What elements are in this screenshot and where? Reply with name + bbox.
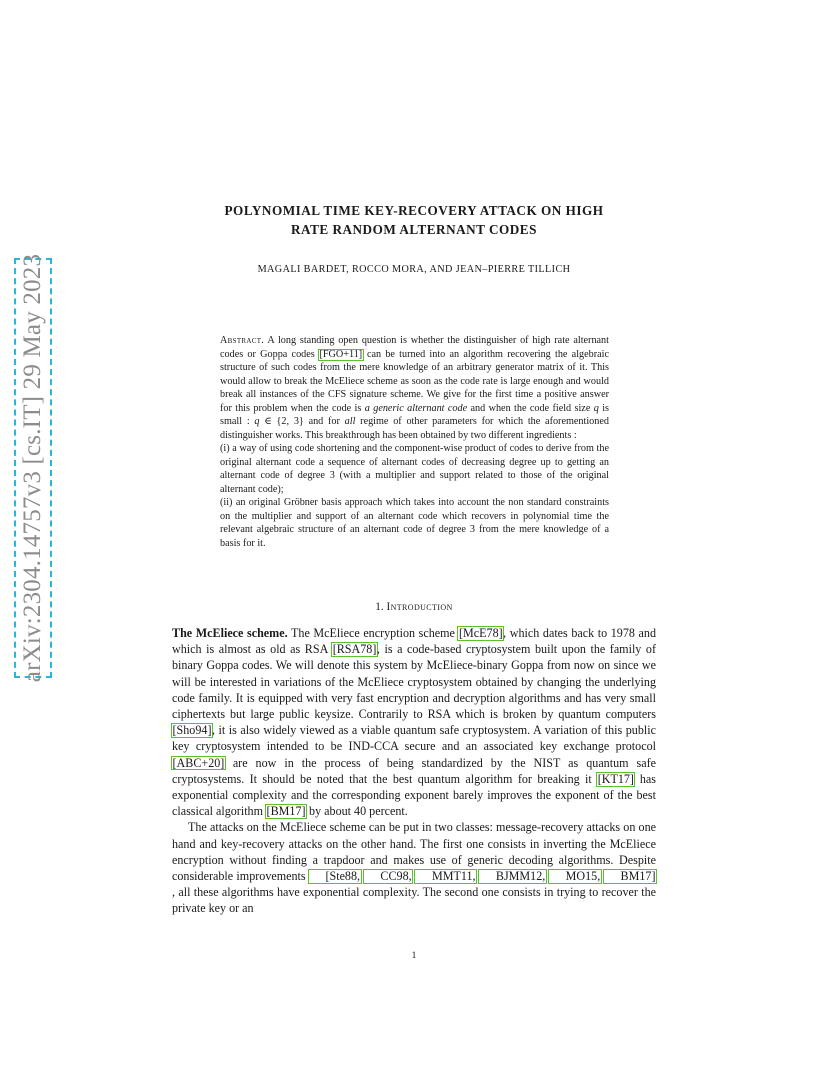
abstract-text: ∈ {2, 3} and for [259, 416, 345, 427]
arxiv-identifier[interactable]: arXiv:2304.14757v3 [cs.IT] 29 May 2023 [19, 253, 46, 683]
citation-link[interactable]: BJMM12, [479, 870, 545, 883]
citation-link[interactable]: [Ste88, [309, 870, 361, 883]
paragraph-text: , it is also widely viewed as a viable quantum safe cryptosystem. A variation of this public key cryptosystem intended to be IND-CCA secure and an associated key exchange protocol [172, 723, 656, 754]
citation-link[interactable]: [RSA78] [332, 642, 377, 657]
body-paragraph [172, 625, 656, 819]
arxiv-stamp [14, 253, 52, 683]
abstract-paragraph [220, 334, 609, 442]
paper-title [172, 201, 656, 239]
section-title: Introduction [386, 601, 453, 613]
abstract [220, 334, 609, 550]
body-paragraph [172, 819, 656, 916]
math-variable: q [593, 402, 599, 414]
page-number: 1 [411, 951, 417, 961]
author-list: MAGALI BARDET, ROCCO MORA, AND JEAN–PIERRE TILLICH [257, 264, 571, 275]
paragraph-text: are now in the process of being standardized by the NIST as quantum safe cryptosystems. It should be noted that the best quantum algorithm for breaking it [172, 755, 656, 786]
citation-link[interactable]: [BM17] [266, 804, 306, 819]
abstract-emphasis: all [344, 416, 356, 427]
citation-link[interactable]: [ABC+20] [172, 755, 225, 770]
abstract-text: A long standing open question is whether the distinguisher of high rate alternant codes or Goppa codes [220, 335, 609, 360]
citation-link[interactable]: [Sho94] [172, 723, 212, 738]
abstract-text: regime of other parameters for which the aforementioned distinguisher works. This breakthrough has been obtained by two different ingredients : [220, 416, 609, 441]
paragraph-text: has exponential complexity and the corresponding exponent barely improves the exponent of the best classical algorithm [172, 771, 656, 819]
body-text [172, 625, 656, 917]
paragraph-run-in-heading: The McEliece scheme. [172, 626, 288, 640]
citation-link[interactable]: MO15, [549, 870, 601, 883]
math-variable: q [254, 416, 260, 427]
paragraph-text: The McEliece encryption scheme [287, 626, 459, 640]
paragraph-text: , is a code-based cryptosystem built upon the family of binary Goppa codes. We will denote this system by McEliece-binary Goppa from now on since we will be interested in variations of the McEliece cryptosystem obtained by changing the underlying code family. It is equipped with very fast encryption and decryption algorithms and has very small ciphertexts but large public keysize. Contrarily to RSA which is broken by quantum computers [172, 642, 656, 722]
abstract-label: Abstract. [220, 335, 265, 346]
title-line-1: POLYNOMIAL TIME KEY-RECOVERY ATTACK ON HIGH [224, 203, 604, 218]
section-number: 1. [375, 601, 384, 613]
citation-link[interactable]: BM17] [604, 870, 656, 883]
title-line-2: RATE RANDOM ALTERNANT CODES [291, 222, 537, 237]
abstract-text: can be turned into an algorithm recovering the algebraic structure of such codes from the mere knowledge of an arbitrary generator matrix of it. This would allow to break the McEliece scheme as soon as the code rate is large enough and would break all instances of the CFS signature scheme. We give for the first time a positive answer for this problem when the code is [220, 348, 609, 414]
section-heading [172, 601, 656, 613]
citation-link[interactable]: [McE78] [458, 626, 503, 640]
paragraph-text: by about 40 percent. [306, 804, 408, 819]
citation-link[interactable]: MMT11, [415, 870, 476, 883]
abstract-text: is small : [220, 402, 610, 427]
abstract-emphasis: a generic alternant code [364, 402, 468, 414]
citation-link[interactable]: CC98, [364, 870, 412, 883]
citation-link[interactable]: [KT17] [597, 771, 634, 786]
paragraph-text: , which dates back to 1978 and which is almost as old as RSA [172, 626, 656, 657]
paragraph-text: , all these algorithms have exponential complexity. The second one consists in trying to recover the private key or an [172, 885, 656, 916]
abstract-item: (ii) an original Gröbner basis approach which takes into account the non standard constraints on the multiplier and support of an alternant code which recovers in polynomial time the relevant algebraic structure of an alternant code of degree 3 from the mere knowledge of a basis for it. [220, 497, 609, 549]
abstract-item: (i) a way of using code shortening and the component-wise product of codes to derive from the original alternant code a sequence of alternant codes of decreasing degree up to getting an alternant code of degree 3 (with a multiplier and support related to those of the original alternant code); [220, 443, 609, 495]
abstract-text: and when the code field size [467, 402, 594, 414]
citation-link[interactable]: [FGO+11] [319, 348, 363, 360]
paragraph-text: The attacks on the McEliece scheme can be put in two classes: message-recovery attacks on one hand and key-recovery attacks on the other hand. The first one consists in inverting the McEliece encryption without finding a trapdoor and makes use of generic decoding algorithms. Despite considerable improvements [172, 820, 656, 884]
